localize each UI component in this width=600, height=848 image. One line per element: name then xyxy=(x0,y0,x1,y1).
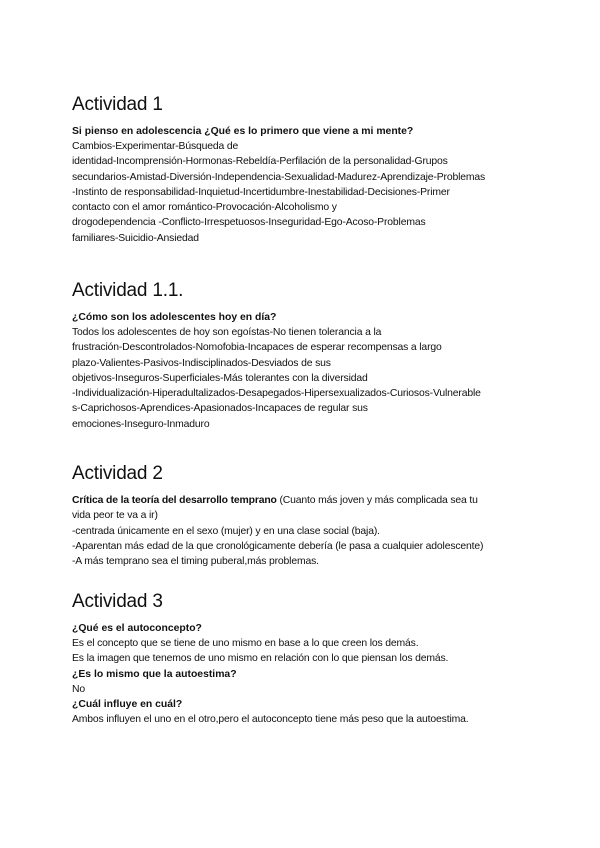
question-influencia: ¿Cuál influye en cuál? xyxy=(72,698,183,710)
body-line: Es el concepto que se tiene de uno mismo en base a lo que creen los demás. xyxy=(72,638,419,649)
body-line: frustración-Descontrolados-Nomofobia-Incapaces de esperar recompensas a largo xyxy=(72,342,442,354)
body-line: familiares-Suicidio-Ansiedad xyxy=(72,232,199,244)
body-line: Todos los adolescentes de hoy son egoístas-No tienen tolerancia a la xyxy=(72,327,382,338)
section-title: Actividad 3 xyxy=(72,591,163,612)
answer-autoconcepto xyxy=(72,636,542,667)
body-line: -Aparentan más edad de la que cronológicamente debería (le pasa a cualquier adolescente) xyxy=(72,540,484,552)
body-line: contacto con el amor romántico-Provocación-Alcoholismo y xyxy=(72,202,337,214)
body-line: Ambos influyen el uno en el otro,pero el autoconcepto tiene más peso que la autoestima. xyxy=(72,713,469,725)
question-autoestima: ¿Es lo mismo que la autoestima? xyxy=(72,668,237,680)
body-line: objetivos-Inseguros-Superficiales-Más tolerantes con la diversidad xyxy=(72,372,368,384)
body-line: No xyxy=(72,683,85,695)
body-line: s-Caprichosos-Aprendices-Apasionados-Incapaces de regular sus xyxy=(72,403,368,415)
section-title: Actividad 1.1. xyxy=(72,280,184,301)
section-body xyxy=(72,139,542,246)
section-body xyxy=(72,325,542,432)
section-title: Actividad 1 xyxy=(72,94,163,115)
section-actividad-1 xyxy=(72,93,542,246)
answer-influencia xyxy=(72,712,542,727)
section-question: ¿Cómo son los adolescentes hoy en día? xyxy=(72,312,277,323)
body-line: -centrada únicamente en el sexo (mujer) y en una clase social (baja). xyxy=(72,525,380,537)
body-line: identidad-Incomprensión-Hormonas-Rebeldía-Perfilación de la personalidad-Grupos xyxy=(72,156,448,168)
question-rest: (Cuanto más joven y más complicada sea tu xyxy=(276,495,478,506)
section-title: Actividad 2 xyxy=(72,463,163,484)
question-rest-line2: vida peor te va a ir) xyxy=(72,510,158,522)
body-line: -A más temprano sea el timing puberal,más problemas. xyxy=(72,556,319,568)
section-body xyxy=(72,524,542,570)
body-line: -Instinto de responsabilidad-Inquietud-Incertidumbre-Inestabilidad-Decisiones-Primer xyxy=(72,186,450,198)
body-line: Es la imagen que tenemos de uno mismo en relación con lo que piensan los demás. xyxy=(72,653,449,665)
section-actividad-1-1 xyxy=(72,279,542,432)
body-line: emociones-Inseguro-Inmaduro xyxy=(72,418,210,430)
section-question: Si pienso en adolescencia ¿Qué es lo primero que viene a mi mente? xyxy=(72,126,414,137)
question-autoconcepto: ¿Qué es el autoconcepto? xyxy=(72,623,202,634)
section-actividad-2 xyxy=(72,462,542,569)
section-actividad-3 xyxy=(72,590,542,727)
body-line: plazo-Valientes-Pasivos-Indisciplinados-Desviados de sus xyxy=(72,357,331,369)
body-line: secundarios-Amistad-Diversión-Independencia-Sexualidad-Madurez-Aprendizaje-Problemas xyxy=(72,171,486,183)
answer-autoestima xyxy=(72,682,542,697)
question-bold: Crítica de la teoría del desarrollo temprano xyxy=(72,495,277,506)
body-line: drogodependencia -Conflicto-Irrespetuosos-Inseguridad-Ego-Acoso-Problemas xyxy=(72,217,426,229)
section-question xyxy=(72,493,542,524)
body-line: -Individualización-Hiperadultalizados-Desapegados-Hipersexualizados-Curiosos-Vulnerable xyxy=(72,388,481,400)
body-line: Cambios-Experimentar-Búsqueda de xyxy=(72,141,239,152)
